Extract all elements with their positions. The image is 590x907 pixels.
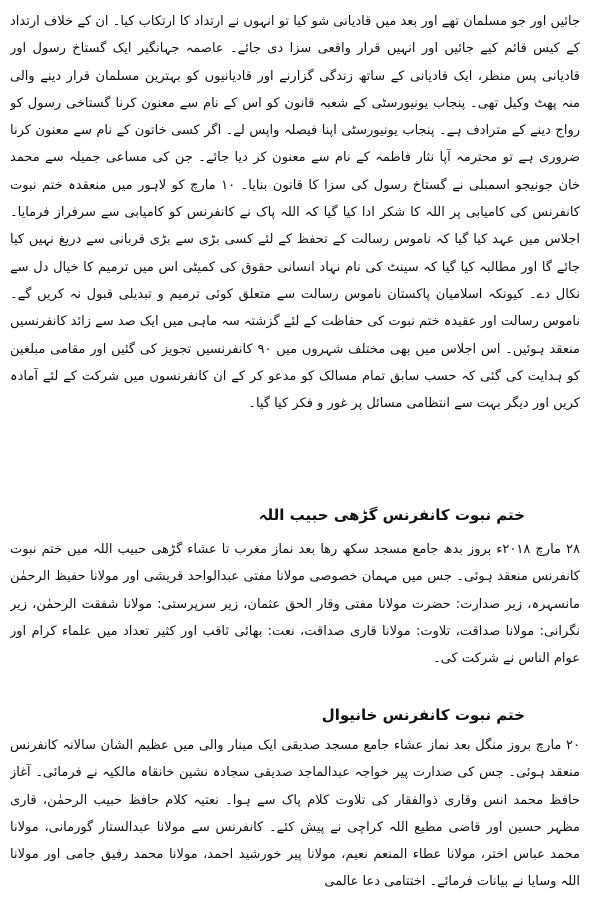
section-heading-khanewal: ختم نبوت کانفرنس خانیوال — [321, 706, 525, 724]
section-heading-garhi-habibullah: ختم نبوت کانفرنس گڑھی حبیب اللہ — [258, 506, 525, 524]
article-paragraph-3: ۲۰ مارچ بروز منگل بعد نماز عشاء جامع مسجد صدیقی ایک مینار والی میں عظیم الشان سالانہ کانفرنس منعقد ہوئی۔ جس کی صدارت پیر خواجہ عبدالماجد صدیقی سجادہ نشین خانقاہ مالکیہ نے فرمائی۔ آغاز حافظ محمد انس وقاری ذوالفقار کی تلاوت کلام پاک سے ہوا۔ نعتیہ کلام حافظ حبیب الرحمٰن، قاری مظہر حسین اور قاضی مطیع اللہ کراچی نے پیش کئے۔ کانفرنس سے مولانا عبدالستار گورمانی، مولانا محمد عباس اختر، مولانا عطاء المنعم نعیم، مولانا پیر خورشید احمد، مولانا محمد رفیق جامی اور مولانا اللہ وسایا نے بیانات فرمائے۔ اختتامی دعا عالمی — [10, 738, 580, 890]
article-paragraph-1: جائیں اور جو مسلمان تھے اور بعد میں قادیانی شو کیا تو انہوں نے ارتداد کا ارتکاب کیا۔ ان کے خلاف ارتداد کے کیس قائم کیے جائیں اور انہیں قرار واقعی سزا دی جائے۔ عاصمہ جہانگیر ایک گستاخ رسول اور قادیانی پس منظر، ایک قادیانی کے ساتھ زندگی گزارنے اور قادیانیوں کو بہترین مسلمان قرار دینے والی منہ پھٹ وکیل تھی۔ پنجاب یونیورسٹی کے شعبہ قانون کو اس کے نام سے معنون کرنا گستاخی رسول کو رواج دینے کے مترادف ہے۔ پنجاب یونیورسٹی اپنا فیصلہ واپس لے۔ اگر کسی خاتون کے نام سے معنون کرنا ضروری ہے تو محترمہ آپا نثار فاطمہ کے نام سے معنون کر دیا جائے۔ جن کی مساعی جمیلہ سے محمد خان جونیجو اسمبلی نے گستاخ رسول کی سزا کا قانون بنایا۔ ۱۰ مارچ کو لاہور میں منعقدہ ختم نبوت کانفرنس کی کامیابی پر اللہ کا شکر ادا کیا گیا کہ اللہ پاک نے کانفرنس کو کامیابی سے سرفراز فرمایا۔ اجلاس میں عہد کیا گیا کہ ناموس رسالت کے تحفظ کے لئے کسی بڑی سے بڑی قربانی سے دریغ نہیں کیا جائے گا اور مطالبہ کیا گیا کہ سینٹ کی نام نہاد انسانی حقوق کی کمیٹی اس میں ترمیم کا خیال دل سے نکال دے۔ کیونکہ اسلامیان پاکستان ناموس رسالت سے متعلق کوئی ترمیم و تبدیلی قبول نہ کریں گے۔ ناموس رسالت اور عقیدہ ختم نبوت کی حفاظت کے لئے گزشتہ سہ ماہی میں ایک صد سے زائد کانفرنسیں منعقد ہوئیں۔ اس اجلاس میں بھی مختلف شہروں میں ۹۰ کانفرنسیں تجویز کی گئیں اور مقامی مبلغین کو ہدایت کی گئی کہ حسب سابق تمام مسالک کو مدعو کر کے ان کانفرنسوں میں شرکت کے لئے آمادہ کریں اور دیگر بہت سے انتظامی مسائل پر غور و فکر کیا گیا۔ — [10, 14, 580, 412]
article-paragraph-2: ۲۸ مارچ ۲۰۱۸ء بروز بدھ جامع مسجد سکھ رها بعد نماز مغرب تا عشاء گڑھی حبیب اللہ میں ختم نبوت کانفرنس منعقد ہوئی۔ جس میں مہمان خصوصی مولانا مفتی عبدالواحد قریشی اور مولانا حفیظ الرحمٰن مانسہرہ، زیر صدارت: حضرت مولانا مفتی وقار الحق عثمان، زیر سرپرستی: مولانا شفقت الرحمٰن، زیر نگرانی: مولانا صداقت، تلاوت: مولانا قاری صداقت، نعت: بھائی ثاقب اور کثیر تعداد میں علماء کرام اور عوام الناس نے شرکت کی۔ — [10, 542, 580, 667]
